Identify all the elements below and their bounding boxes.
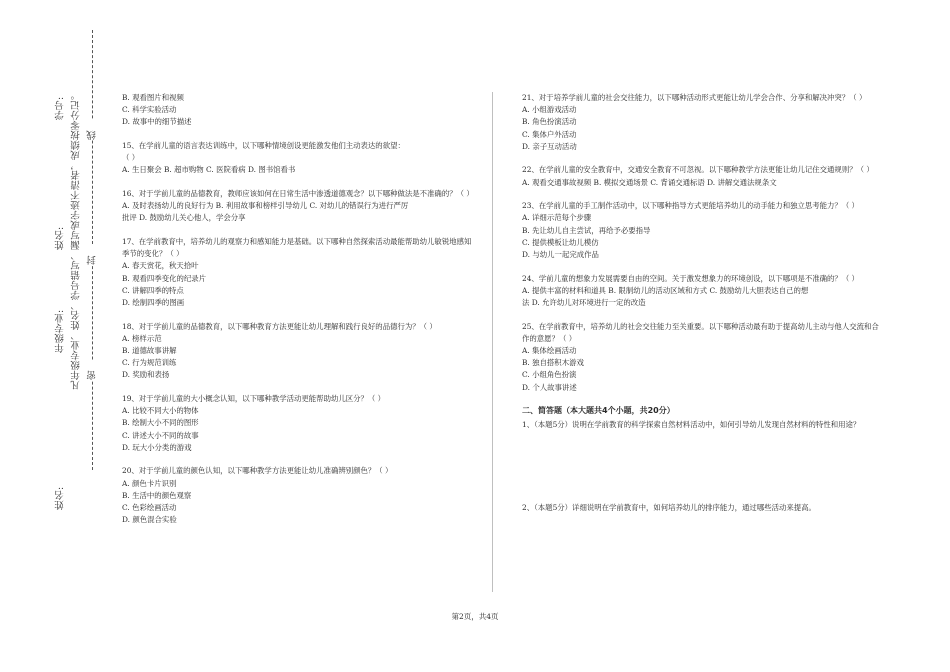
question-stem: 22、在学前儿童的安全教育中，交通安全教育不可忽视。以下哪种教学方法更能让幼儿记住交通规则？（ ） — [522, 165, 874, 175]
name-label: 姓名: — [55, 226, 66, 250]
binding-margin — [50, 30, 110, 510]
option: B. 独自搭积木游戏 — [522, 358, 584, 368]
option: D. 个人故事讲述 — [522, 382, 577, 392]
question-stem: 25、在学前教育中，培养幼儿的社会交往能力至关重要。以下哪种活动最有助于提高幼儿主动与他人交流和合作的意愿？（ ） — [522, 321, 879, 343]
option: B. 观看图片和视频 — [122, 93, 184, 102]
option: A. 集体绘画活动 — [522, 346, 577, 356]
option: C. 集体户外活动 — [522, 129, 577, 139]
question-stem: 15、在学前儿童的语言表达训练中，以下哪种情境创设更能激发他们主动表达的欲望： — [122, 141, 405, 150]
option: D. 绘制四季的图画 — [122, 298, 185, 308]
option: C. 讲解四季的特点 — [122, 285, 184, 295]
option: B. 道德故事讲解 — [122, 346, 177, 356]
question-19 — [122, 393, 477, 454]
option: A. 颜色卡片识别 — [122, 478, 177, 488]
question-24 — [522, 273, 880, 310]
question-21 — [522, 92, 880, 153]
option: B. 生活中的颜色观察 — [122, 490, 192, 500]
answer-paren: （ ） — [122, 153, 140, 163]
option: D. 与幼儿一起完成作品 — [522, 250, 599, 260]
option: A. 榜样示范 — [122, 333, 162, 343]
question-17 — [122, 236, 477, 309]
options-line: A. 提供丰富的材料和道具 B. 限制幼儿的活动区域和方式 C. 鼓励幼儿大胆表达自己的想 — [522, 285, 809, 295]
option: B. 先让幼儿自主尝试，再给予必要指导 — [522, 225, 651, 235]
option: A. 比较不同大小的物体 — [122, 406, 199, 416]
option: C. 小组角色扮演 — [522, 370, 577, 380]
question-stem: 24、学前儿童的想象力发展需要自由的空间。关于激发想象力的环境创设，以下哪项是不准确的？（ ） — [522, 273, 859, 283]
options-inline: A. 生日聚会 B. 超市购物 C. 医院看病 D. 图书馆看书 — [122, 165, 296, 175]
option: D. 玩大小分类的游戏 — [122, 442, 192, 452]
options-inline: A. 观看交通事故视频 B. 模拟交通场景 C. 背诵交通标语 D. 讲解交通法规条文 — [522, 177, 777, 187]
page-footer: 第2页，共4页 — [451, 612, 499, 621]
option: D. 奖励和表扬 — [122, 370, 170, 380]
question-stem: 16、对于学前儿童的品德教育，教师应该如何在日常生活中渗透道德观念？以下哪种做法是不准确的？（ ） — [122, 189, 474, 198]
option: D. 亲子互动活动 — [522, 141, 577, 151]
question-23 — [522, 200, 880, 261]
answer-space — [522, 432, 880, 502]
options-line: 法 D. 允许幼儿对环境进行一定的改造 — [522, 298, 646, 308]
option: B. 角色扮演活动 — [522, 117, 577, 127]
option: A. 春天赏花，秋天拾叶 — [122, 261, 199, 271]
question-15 — [122, 140, 477, 177]
option: D. 颜色混合实验 — [122, 515, 177, 525]
short-answer-question-1: 1、（本题5分）说明在学前教育的科学探索自然材料活动中，如何引导幼儿发现自然材料的特性和用途？ — [522, 420, 861, 430]
question-stem: 20、对于学前儿童的颜色认知，以下哪种教学方法更能让幼儿准确辨别颜色？（ ） — [122, 466, 393, 476]
grade-major-label: 年级专业: — [55, 309, 66, 353]
short-answer-question-2: 2、（本题5分）详细说明在学前教育中，如何培养幼儿的排序能力，通过哪些活动来提高。 — [522, 502, 816, 512]
right-column — [522, 92, 880, 525]
question-18 — [122, 321, 477, 382]
question-stem: 18、对于学前儿童的品德教育，以下哪种教育方法更能让幼儿理解和践行良好的品德行为？（ ） — [122, 321, 437, 331]
option: B. 观看四季变化的纪录片 — [122, 273, 207, 283]
option: C. 提供模板让幼儿模仿 — [522, 237, 599, 247]
seal-xian: 线 — [86, 120, 100, 140]
question-22 — [522, 164, 880, 188]
question-20 — [122, 465, 477, 526]
option: C. 科学实验活动 — [122, 105, 177, 115]
option: D. 故事中的细节描述 — [122, 117, 192, 127]
question-stem: 23、在学前儿童的手工制作活动中，以下哪种指导方式更能培养幼儿的动手能力和独立思考能力？（ ） — [522, 201, 859, 211]
notice-text: 凡年级专业、姓名、学号错写、漏写或字迹不清者，成绩按零分记。 — [71, 90, 82, 390]
section-title: 二、简答题（本大题共4个小题，共20分） — [522, 406, 675, 416]
question-stem: 17、在学前教育中，培养幼儿的观察力和感知能力是基础。以下哪种自然探索活动最能帮助幼儿敏锐地感知季节的变化？（ ） — [122, 237, 472, 259]
option: C. 色彩绘画活动 — [122, 503, 177, 513]
option: B. 绘制大小不同的图形 — [122, 418, 199, 428]
student-id-label: 学号: — [55, 96, 66, 120]
column-divider — [492, 92, 493, 592]
option: A. 小组游戏活动 — [522, 105, 577, 115]
options-line: 批评 D. 鼓励幼儿关心他人，学会分享 — [122, 213, 246, 223]
left-column — [122, 92, 477, 538]
option: C. 行为规范训练 — [122, 358, 177, 368]
question-stem: 19、对于学前儿童的大小概念认知，以下哪种教学活动更能帮助幼儿区分？（ ） — [122, 394, 386, 404]
options-line: A. 及时表扬幼儿的良好行为 B. 利用故事和榜样引导幼儿 C. 对幼儿的错误行为进行严厉 — [122, 201, 409, 211]
seal-feng: 封 — [86, 245, 100, 265]
question-stem: 21、对于培养学前儿童的社会交往能力，以下哪种活动形式更能让幼儿学会合作、分享和解决冲突？（ ） — [522, 93, 867, 102]
question-25 — [522, 321, 880, 394]
seal-mi: 密 — [86, 360, 100, 380]
option: C. 讲述大小不同的故事 — [122, 430, 199, 440]
question-14-tail — [122, 92, 477, 129]
question-16 — [122, 188, 477, 225]
option: A. 详细示范每个步骤 — [522, 213, 592, 223]
school-label: 姓名: — [55, 486, 66, 510]
section-short-answer — [522, 405, 880, 514]
